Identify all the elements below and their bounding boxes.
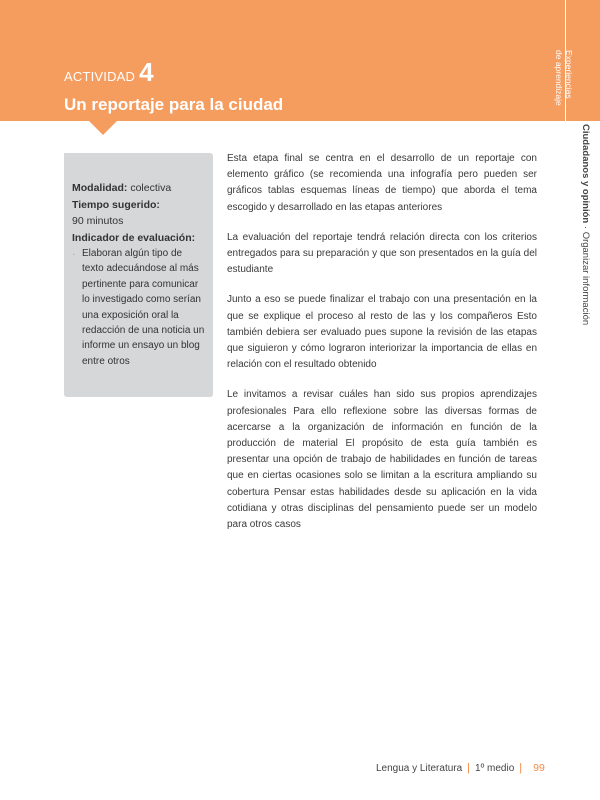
footer-subject: Lengua y Literatura — [376, 762, 463, 774]
modalidad-label: Modalidad: — [72, 182, 128, 194]
activity-word: ACTIVIDAD — [64, 69, 136, 84]
side-caption-topic: Organizar información — [580, 231, 591, 326]
page-footer — [376, 762, 545, 774]
indicador-row — [72, 230, 206, 247]
activity-number: 4 — [139, 57, 154, 87]
bullet-mark: · — [72, 248, 76, 260]
paragraph-1: Esta etapa final se centra en el desarrollo de un reportaje con elemento gráfico (se recomienda una infografía pero pueden ser gráficos tablas esquemas líneas de tiempo) que aborda el tema escogido y desarrollado en las etapas anteriores — [227, 153, 537, 213]
footer-grade: 1º medio — [475, 762, 515, 774]
paragraph-4: Le invitamos a revisar cuáles han sido sus propios aprendizajes profesionales Para ello reflexione sobre las diversas formas de acercarse a la organización de información en función de la producción de material El propósito de esta guía también es presentar una opción de trabajo de habilidades en función de tareas que en ciertas ocasiones solo se limitan a la escritura ampliando su cobertura Pensar estas habilidades desde su aplicación en la vida cotidiana y otras disciplinas del pensamiento puede ser un modelo para otros casos — [227, 389, 537, 531]
side-caption-separator: · — [580, 225, 591, 230]
modalidad-row — [72, 180, 206, 197]
side-caption — [580, 124, 591, 325]
activity-info-box — [64, 153, 213, 397]
indicador-bullet — [72, 246, 206, 369]
paragraph-3: Junto a eso se puede finalizar el trabajo con una presentación en la que se explique el proceso al resto de las y los compañeros Esto también debiera ser evaluado pues supone la revisión de las etapas que siguieron y cómo lograron interiorizar la importancia de ellas en relación con el resultado obtenido — [227, 294, 537, 371]
indicador-label: Indicador de evaluación: — [72, 231, 196, 244]
modalidad-value: colectiva — [130, 182, 172, 194]
tiempo-label: Tiempo sugerido: — [72, 198, 160, 211]
footer-separator-2: | — [519, 762, 523, 774]
page-title: Un reportaje para la ciudad — [64, 95, 284, 114]
section-side-tab — [554, 0, 600, 121]
tiempo-row — [72, 197, 206, 214]
tiempo-value: 90 minutos — [72, 215, 124, 227]
indicador-text: Elaboran algún tipo de texto adecuándose al más pertinente para comunicar lo investigado como serían una exposición oral la redacción de una noticia un informe un ensayo un blog entre otros — [82, 248, 205, 367]
paragraph-2: La evaluación del reportaje tendrá relación directa con los criterios entregados para su preparación y que son presentados en la guía del estudiante — [227, 231, 537, 276]
banner-notch — [89, 121, 117, 135]
main-text — [227, 151, 537, 547]
side-tab-text — [554, 50, 574, 110]
page-number: 99 — [533, 762, 545, 774]
footer-separator-1: | — [467, 762, 471, 774]
side-tab-line-1: Experiencias — [564, 50, 574, 99]
side-caption-unit: Ciudadanos y opinión — [580, 124, 591, 224]
side-tab-line-2: de aprendizaje — [554, 50, 564, 106]
activity-label — [64, 57, 154, 87]
